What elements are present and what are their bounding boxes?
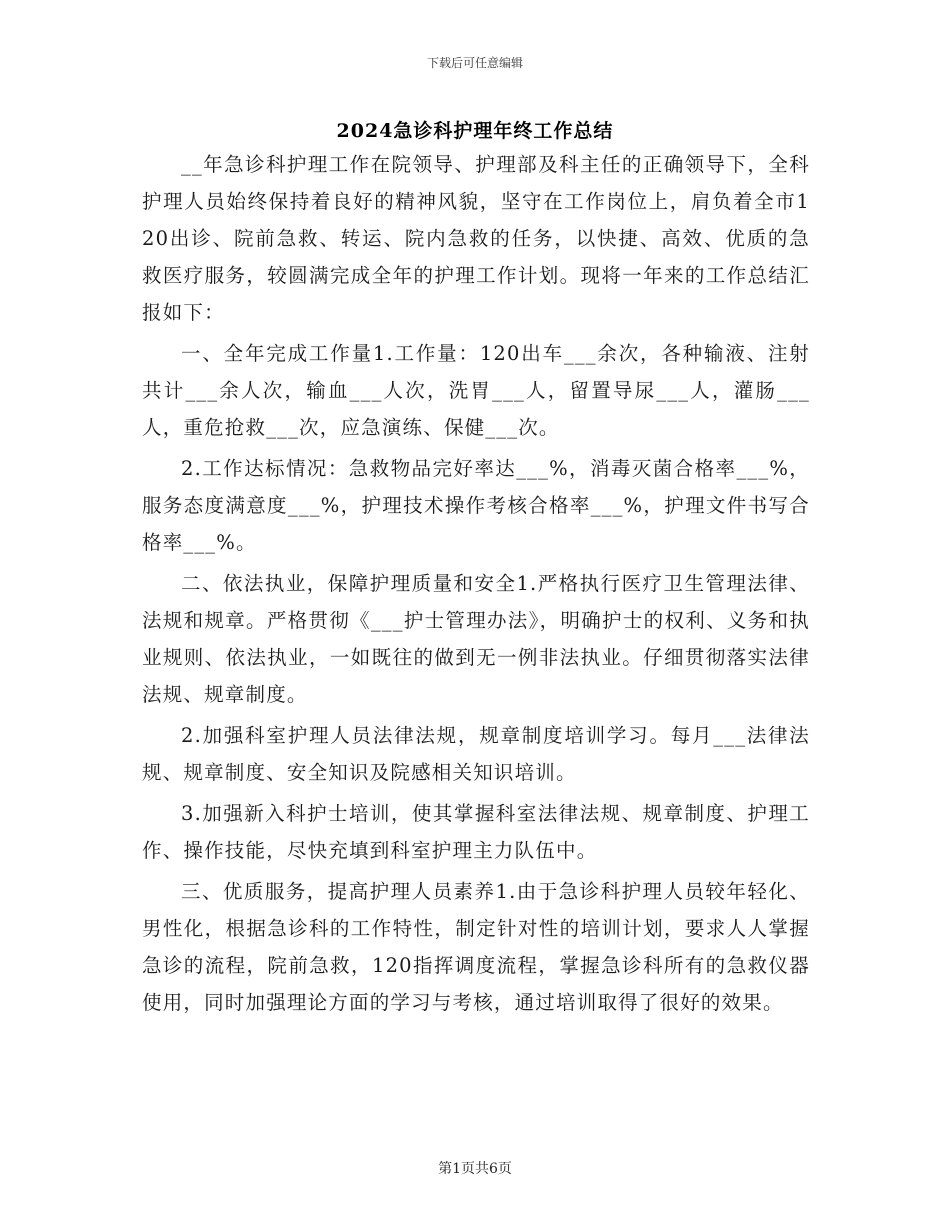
document-body: [142, 146, 810, 1025]
paragraph-new-nurse-training: 3.加强新入科护士培训，使其掌握科室法律法规、规章制度、护理工作、操作技能，尽快充填到科室护理主力队伍中。: [142, 802, 810, 862]
paragraph-quality-service: 三、优质服务，提高护理人员素养1.由于急诊科护理人员较年轻化、男性化，根据急诊科的工作特性，制定针对性的培训计划，要求人人掌握急诊的流程，院前急救，120指挥调度流程，掌握急诊科所有的急救仪器使用，同时加强理论方面的学习与考核，通过培训取得了很好的效果。: [142, 880, 810, 1014]
download-note: 下载后可任意编辑: [426, 56, 523, 70]
paragraph-standards: 2.工作达标情况：急救物品完好率达___%，消毒灭菌合格率___%，服务态度满意度___%，护理技术操作考核合格率___%，护理文件书写合格率___%。: [142, 457, 810, 554]
document-title: 2024急诊科护理年终工作总结: [336, 120, 614, 142]
paragraph-legal-practice: 二、依法执业，保障护理质量和安全1.严格执行医疗卫生管理法律、法规和规章。严格贯彻《___护士管理办法》，明确护士的权利、义务和执业规则、依法执业，一如既往的做到无一例非法执业。仔细贯彻落实法律法规、规章制度。: [142, 572, 810, 706]
page-number: 第1页共6页: [438, 1161, 512, 1177]
paragraph-legal-training: 2.加强科室护理人员法律法规，规章制度培训学习。每月___法律法规、规章制度、安全知识及院感相关知识培训。: [142, 724, 810, 784]
paragraph-intro: __年急诊科护理工作在院领导、护理部及科主任的正确领导下，全科护理人员始终保持着良好的精神风貌，坚守在工作岗位上，肩负着全市120出诊、院前急救、转运、院内急救的任务，以快捷、高效、优质的急救医疗服务，较圆满完成全年的护理工作计划。现将一年来的工作总结汇报如下：: [142, 153, 810, 324]
paragraph-workload: 一、全年完成工作量1.工作量：120出车___余次，各种输液、注射共计___余人次，输血___人次，洗胃___人，留置导尿___人，灌肠___人，重危抢救___次，应急演练、保健___次。: [142, 342, 810, 439]
